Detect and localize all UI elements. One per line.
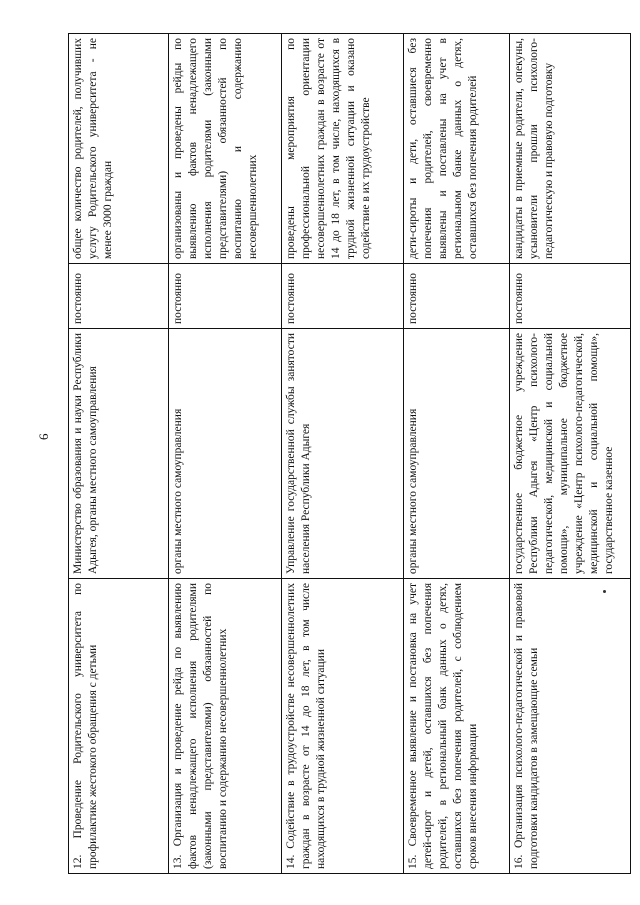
rotated-table-container (68, 34, 630, 874)
scan-speck (603, 590, 606, 593)
result-cell: кандидаты в приемные родители, опекуны, усыновители прошли психолого-педагогическую и правовую подготовку (510, 34, 631, 264)
term-cell: постоянно (404, 264, 510, 329)
page-number: 6 (36, 433, 51, 440)
measure-cell: 14. Содействие в трудоустройстве несовершеннолетних граждан в возрасте от 14 до 18 лет, в том числе находящихся в трудной жизненной ситуации (282, 579, 404, 874)
result-cell: проведены мероприятия по профессиональной ориентации несовершеннолетних граждан в возрасте от 14 до 18 лет, в том числе, находящихся в трудной жизненной ситуации и оказано содействие в их трудоустройстве (282, 34, 404, 264)
table-row (510, 34, 631, 874)
table-row (404, 34, 510, 874)
executor-cell: Управление государственной службы занятости населения Республики Адыгея (282, 329, 404, 579)
executor-cell: Министерство образования и науки Республики Адыгея, органы местного самоуправления (69, 329, 169, 579)
measure-cell: 15. Своевременное выявление и постановка на учет детей-сирот и детей, оставшихся без попечения родителей, в региональный банк данных о детях, оставшихся без попечения родителей, с соблюдением сроков внесения информации (404, 579, 510, 874)
measure-cell: 12. Проведение Родительского университета по профилактике жестокого обращения с детьми (69, 579, 169, 874)
table-row (282, 34, 404, 874)
measure-cell: 16. Организация психолого-педагогической и правовой подготовки кандидатов в замещающие семьи (510, 579, 631, 874)
executor-cell: органы местного самоуправления (404, 329, 510, 579)
term-cell: постоянно (169, 264, 282, 329)
result-cell: дети-сироты и дети, оставшиеся без попечения родителей, своевременно выявлены и поставлены на учет в региональном банке данных о детях, оставшихся без попечения родителей (404, 34, 510, 264)
plan-table (68, 33, 631, 874)
result-cell: общее количество родителей, получивших услугу Родительского университета - не менее 3000 граждан (69, 34, 169, 264)
table-row (169, 34, 282, 874)
result-cell: организованы и проведены рейды по выявлению фактов ненадлежащего исполнения родителями (законными представителями) обязанностей по воспитанию и содержанию несовершеннолетних (169, 34, 282, 264)
table-row (69, 34, 169, 874)
term-cell: постоянно (510, 264, 631, 329)
executor-cell: органы местного самоуправления (169, 329, 282, 579)
term-cell: постоянно (282, 264, 404, 329)
term-cell: постоянно (69, 264, 169, 329)
executor-cell: государственное бюджетное учреждение Республики Адыгея «Центр психолого-педагогической, медицинской и социальной помощи», муниципальное бюджетное учреждение «Центр психолого-педагогической, медицинской и социальной помощи», государственное казенное (510, 329, 631, 579)
measure-cell: 13. Организация и проведение рейда по выявлению фактов ненадлежащего исполнения родителями (законными представителями) обязанностей по воспитанию и содержанию несовершеннолетних (169, 579, 282, 874)
